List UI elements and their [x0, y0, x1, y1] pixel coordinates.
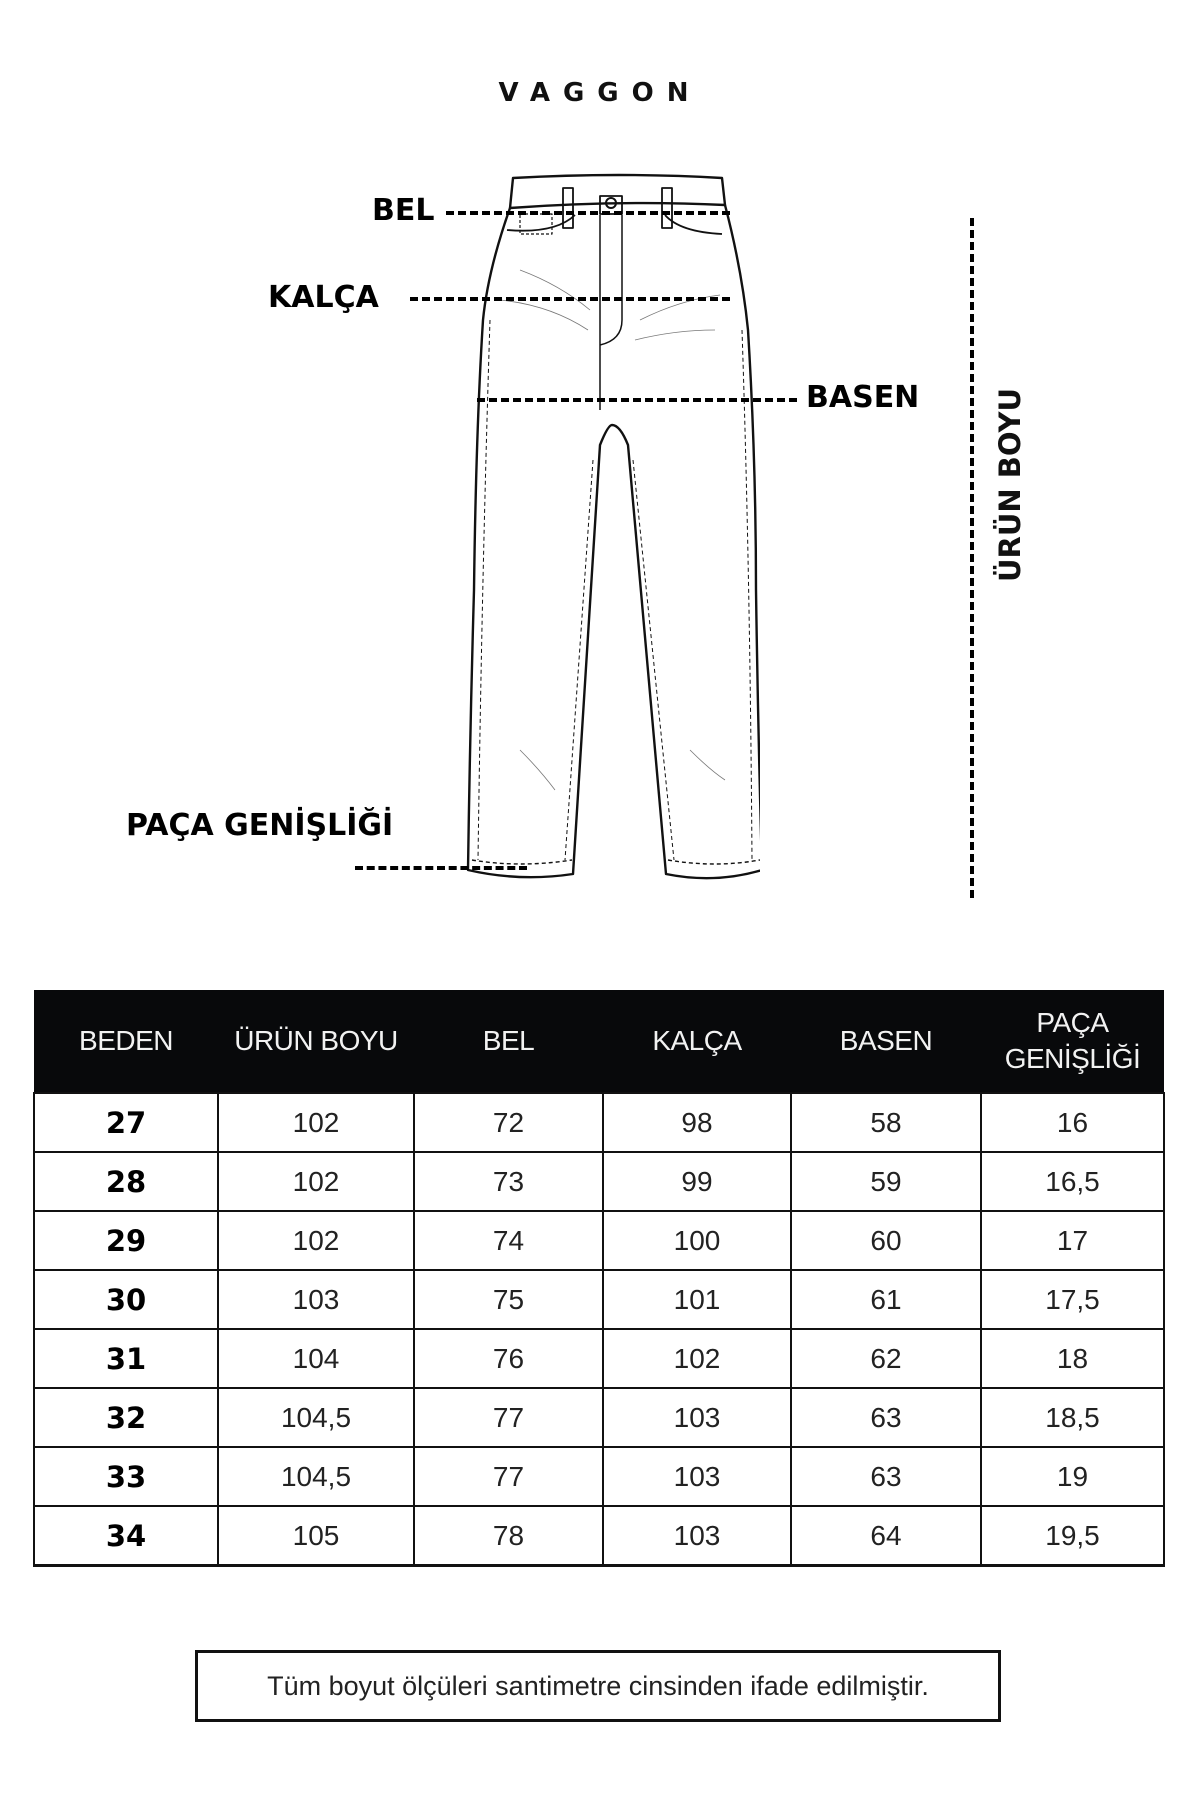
- table-row: [34, 1270, 1164, 1329]
- cell-urun-boyu: 102: [218, 1211, 414, 1270]
- label-urun-boyu: ÜRÜN BOYU: [993, 387, 1027, 582]
- cell-kalca: 102: [603, 1329, 791, 1388]
- paca-measure-line: [355, 866, 527, 870]
- cell-basen: 61: [791, 1270, 981, 1329]
- cell-urun-boyu: 104,5: [218, 1447, 414, 1506]
- cell-paca: 17: [981, 1211, 1164, 1270]
- bel-measure-line: [446, 211, 730, 215]
- cell-kalca: 98: [603, 1093, 791, 1152]
- cell-beden: 30: [34, 1270, 218, 1329]
- cell-kalca: 103: [603, 1388, 791, 1447]
- cell-beden: 31: [34, 1329, 218, 1388]
- table-row: [34, 1447, 1164, 1506]
- cell-paca: 19,5: [981, 1506, 1164, 1566]
- label-bel: BEL: [372, 193, 435, 228]
- measurement-unit-note: Tüm boyut ölçüleri santimetre cinsinden ifade edilmiştir.: [195, 1650, 1001, 1722]
- cell-kalca: 103: [603, 1447, 791, 1506]
- kalca-measure-line: [410, 297, 730, 301]
- cell-paca: 16,5: [981, 1152, 1164, 1211]
- table-row: [34, 1093, 1164, 1152]
- urun-boyu-measure-line: [970, 218, 974, 898]
- cell-paca: 17,5: [981, 1270, 1164, 1329]
- header-beden: BEDEN: [34, 990, 218, 1093]
- cell-urun-boyu: 105: [218, 1506, 414, 1566]
- header-urun-boyu: ÜRÜN BOYU: [218, 990, 414, 1093]
- cell-beden: 29: [34, 1211, 218, 1270]
- cell-bel: 77: [414, 1388, 603, 1447]
- size-chart-table: [33, 990, 1165, 1567]
- table-row: [34, 1329, 1164, 1388]
- table-header-row: [34, 990, 1164, 1093]
- cell-beden: 34: [34, 1506, 218, 1566]
- cell-bel: 74: [414, 1211, 603, 1270]
- table-row: [34, 1152, 1164, 1211]
- cell-urun-boyu: 103: [218, 1270, 414, 1329]
- cell-kalca: 101: [603, 1270, 791, 1329]
- label-basen: BASEN: [806, 380, 920, 415]
- cell-bel: 77: [414, 1447, 603, 1506]
- header-paca-genisligi: [981, 990, 1164, 1093]
- cell-paca: 16: [981, 1093, 1164, 1152]
- cell-beden: 27: [34, 1093, 218, 1152]
- cell-urun-boyu: 102: [218, 1152, 414, 1211]
- header-basen: BASEN: [791, 990, 981, 1093]
- cell-bel: 78: [414, 1506, 603, 1566]
- cell-kalca: 100: [603, 1211, 791, 1270]
- table-row: [34, 1211, 1164, 1270]
- jeans-drawing-icon: [460, 170, 760, 900]
- basen-measure-line: [477, 398, 797, 402]
- header-bel: BEL: [414, 990, 603, 1093]
- cell-bel: 76: [414, 1329, 603, 1388]
- cell-paca: 18,5: [981, 1388, 1164, 1447]
- cell-basen: 58: [791, 1093, 981, 1152]
- table-row: [34, 1506, 1164, 1566]
- cell-basen: 62: [791, 1329, 981, 1388]
- cell-beden: 33: [34, 1447, 218, 1506]
- cell-basen: 60: [791, 1211, 981, 1270]
- cell-bel: 73: [414, 1152, 603, 1211]
- cell-bel: 75: [414, 1270, 603, 1329]
- brand-logo: VAGGON: [498, 78, 702, 108]
- label-paca-genisligi: PAÇA GENİŞLİĞİ: [126, 808, 394, 843]
- table-row: [34, 1388, 1164, 1447]
- cell-basen: 64: [791, 1506, 981, 1566]
- cell-paca: 18: [981, 1329, 1164, 1388]
- cell-beden: 32: [34, 1388, 218, 1447]
- cell-urun-boyu: 104,5: [218, 1388, 414, 1447]
- header-paca-line1: PAÇA: [1036, 1007, 1109, 1038]
- cell-paca: 19: [981, 1447, 1164, 1506]
- cell-bel: 72: [414, 1093, 603, 1152]
- cell-basen: 63: [791, 1447, 981, 1506]
- cell-basen: 59: [791, 1152, 981, 1211]
- header-kalca: KALÇA: [603, 990, 791, 1093]
- cell-basen: 63: [791, 1388, 981, 1447]
- label-kalca: KALÇA: [268, 280, 379, 315]
- cell-beden: 28: [34, 1152, 218, 1211]
- cell-urun-boyu: 102: [218, 1093, 414, 1152]
- cell-kalca: 103: [603, 1506, 791, 1566]
- cell-kalca: 99: [603, 1152, 791, 1211]
- header-paca-line2: GENİŞLİĞİ: [1004, 1043, 1141, 1074]
- cell-urun-boyu: 104: [218, 1329, 414, 1388]
